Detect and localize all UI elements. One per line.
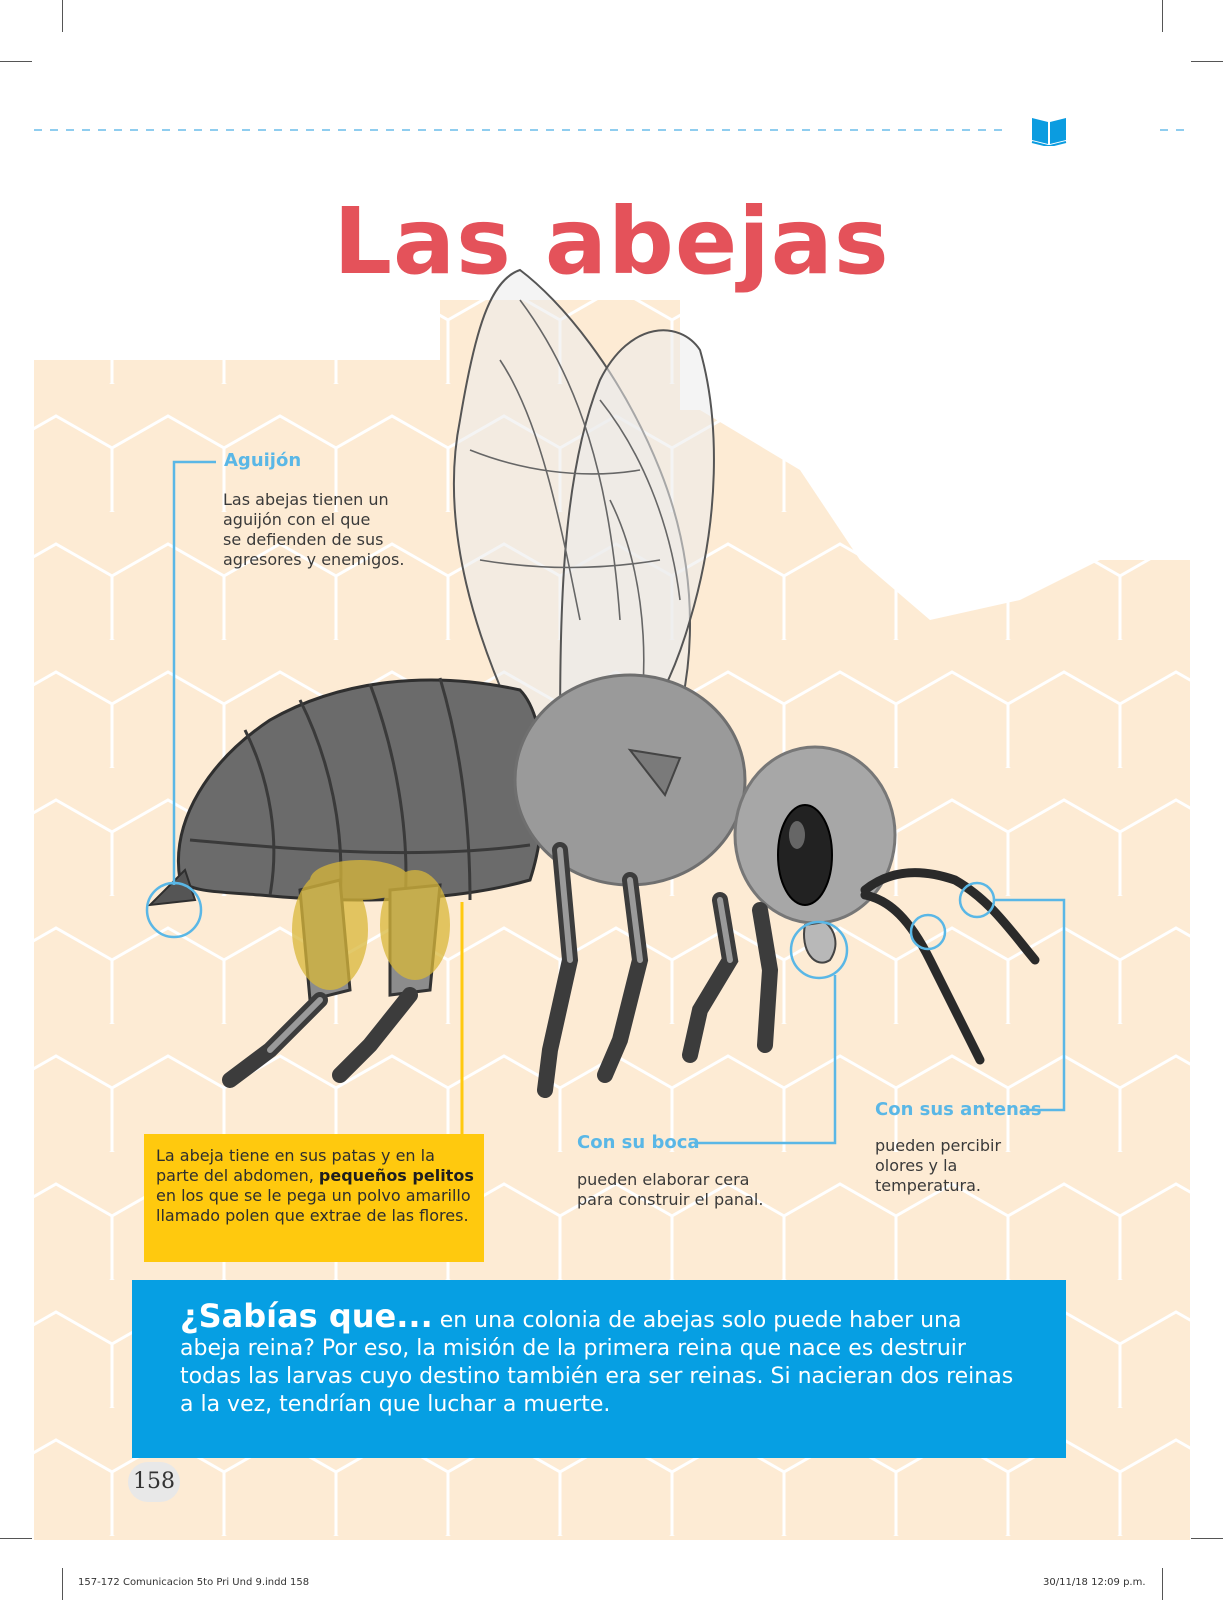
mouth-label-title: Con su boca xyxy=(577,1132,700,1153)
did-you-know-text: en una colonia de abejas solo puede haber una abeja reina? Por eso, la misión de la primera reina que nace es destruir todas las larvas cuyo destino también era ser reinas. Si nacieran dos reinas a la vez, tendrían que luchar a muerte. xyxy=(180,1308,1014,1417)
text-line: pueden percibir xyxy=(875,1136,1002,1155)
text-line: temperatura. xyxy=(875,1176,981,1195)
text-line: agresores y enemigos. xyxy=(223,550,405,569)
pollen-text-start: La abeja tiene en sus patas y en la parte del abdomen, xyxy=(156,1146,435,1185)
footer-file-info: 157-172 Comunicacion 5to Pri Und 9.indd 158 xyxy=(78,1577,310,1588)
text-line: olores y la xyxy=(875,1156,958,1175)
pollen-text-bold: pequeños pelitos xyxy=(318,1166,474,1185)
mouth-label-text xyxy=(577,1170,763,1210)
antennae-label-text xyxy=(875,1136,1001,1196)
page-number: 158 xyxy=(128,1462,180,1502)
pollen-info-box xyxy=(144,1134,484,1262)
footer-date: 30/11/18 12:09 p.m. xyxy=(1043,1577,1146,1588)
text-line: Las abejas tienen un xyxy=(223,490,389,509)
text-line: aguijón con el que xyxy=(223,510,371,529)
page-title: Las abejas xyxy=(333,188,890,295)
text-line: se defienden de sus xyxy=(223,530,384,549)
pollen-text-end: en los que se le pega un polvo amarillo llamado polen que extrae de las flores. xyxy=(156,1186,471,1225)
sting-label-text xyxy=(223,490,404,570)
text-line: pueden elaborar cera xyxy=(577,1170,750,1189)
did-you-know-lead: ¿Sabías que... xyxy=(180,1297,433,1335)
antennae-label-title: Con sus antenas xyxy=(875,1099,1042,1120)
did-you-know-box xyxy=(132,1280,1066,1458)
text-line: para construir el panal. xyxy=(577,1190,764,1209)
sting-label-title: Aguijón xyxy=(224,450,302,471)
